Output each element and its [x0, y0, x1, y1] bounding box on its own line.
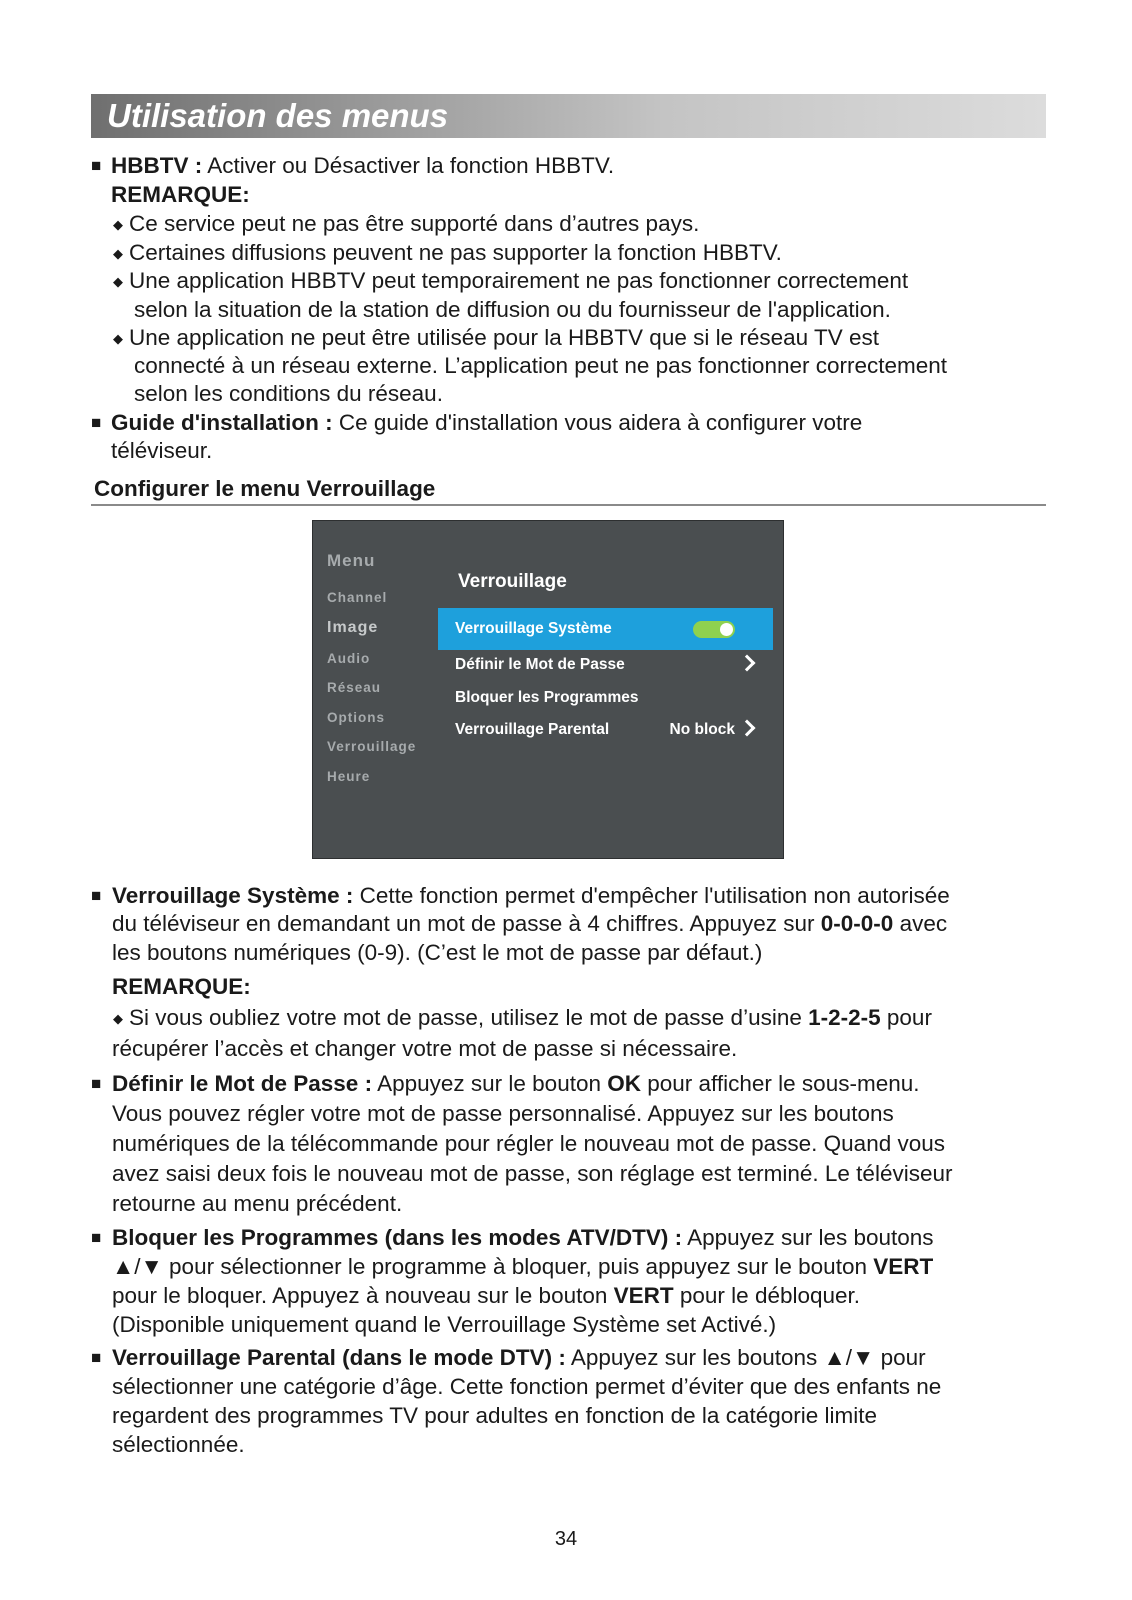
osd-row-set-password: Définir le Mot de Passe	[438, 644, 773, 686]
sys-lock-line-3: les boutons numériques (0-9). (C’est le mot de passe par défaut.)	[112, 940, 763, 965]
osd-row-system-lock: Verrouillage Système	[438, 608, 773, 650]
chevron-right-icon	[739, 655, 756, 672]
set-password-line-3: numériques de la télécommande pour régler le nouveau mot de passe. Quand vous	[112, 1131, 946, 1156]
osd-menu-item: Heure	[327, 769, 371, 784]
hbbtv-note-3-cont: selon la situation de la station de diffusion ou du fournisseur de l'application.	[134, 297, 891, 322]
osd-menu-item: Options	[327, 710, 385, 725]
hbbtv-note-2: ◆ Certaines diffusions peuvent ne pas supporter la fonction HBBTV.	[113, 240, 782, 265]
set-password-line-5: retourne au menu précédent.	[112, 1191, 403, 1216]
sys-lock-note: ◆ Si vous oubliez votre mot de passe, utilisez le mot de passe d’usine 1-2-2-5 pour	[113, 1005, 932, 1030]
sys-lock-note-label: REMARQUE:	[112, 974, 251, 999]
sys-lock-note-cont: récupérer l’accès et changer votre mot de passe si nécessaire.	[112, 1036, 738, 1061]
osd-menu-item: Réseau	[327, 680, 382, 695]
section-divider	[91, 504, 1046, 506]
set-password-line-4: avez saisi deux fois le nouveau mot de passe, son réglage est terminé. Le téléviseur	[112, 1161, 953, 1186]
sys-lock-line-2: du téléviseur en demandant un mot de passe à 4 chiffres. Appuyez sur 0-0-0-0 avec	[112, 911, 948, 936]
hbbtv-note-4-cont: connecté à un réseau externe. L’application peut ne pas fonctionner correctement	[134, 353, 948, 378]
chevron-right-icon	[739, 720, 756, 737]
section-banner	[91, 94, 1046, 138]
bullet-square-icon: ■	[91, 886, 102, 905]
osd-parental-value: No block	[669, 721, 735, 738]
parental-line-4: sélectionnée.	[112, 1432, 245, 1457]
parental-line-2: sélectionner une catégorie d’âge. Cette fonction permet d’éviter que des enfants ne	[112, 1374, 942, 1399]
section-heading: Configurer le menu Verrouillage	[94, 476, 436, 501]
bullet-square-icon: ■	[91, 1074, 102, 1093]
osd-submenu-title: Verrouillage	[458, 571, 567, 592]
sys-lock-paragraph: Verrouillage Système : Cette fonction permet d'empêcher l'utilisation non autorisée	[112, 883, 950, 908]
bullet-square-icon: ■	[91, 156, 102, 175]
page-number: 34	[554, 1528, 578, 1550]
tv-menu-screenshot	[312, 520, 784, 859]
diamond-bullet-icon: ◆	[113, 331, 123, 346]
bullet-square-icon: ■	[91, 413, 102, 432]
diamond-bullet-icon: ◆	[113, 217, 123, 232]
hbbtv-paragraph	[111, 152, 614, 180]
guide-paragraph: Guide d'installation : Ce guide d'installation vous aidera à configurer votre	[111, 410, 863, 435]
osd-row-parental-lock: Verrouillage Parental No block	[438, 709, 773, 751]
block-programs-line-4: (Disponible uniquement quand le Verrouillage Système set Activé.)	[112, 1312, 777, 1337]
osd-menu-item: Channel	[327, 590, 388, 605]
block-programs-paragraph: Bloquer les Programmes (dans les modes ATV/DTV) : Appuyez sur les boutons	[112, 1225, 934, 1250]
hbbtv-note-1: ◆ Ce service peut ne pas être supporté dans d’autres pays.	[113, 211, 700, 236]
parental-line-3: regardent des programmes TV pour adultes en fonction de la catégorie limite	[112, 1403, 878, 1428]
bullet-square-icon: ■	[91, 1228, 102, 1247]
osd-menu-item: Verrouillage	[327, 739, 417, 754]
guide-paragraph-cont: téléviseur.	[111, 438, 213, 463]
set-password-line-2: Vous pouvez régler votre mot de passe personnalisé. Appuyez sur les boutons	[112, 1101, 894, 1126]
hbbtv-term: HBBTV :	[111, 153, 203, 178]
hbbtv-text: Activer ou Désactiver la fonction HBBTV.	[202, 153, 615, 178]
diamond-bullet-icon: ◆	[113, 274, 123, 289]
toggle-on-icon	[693, 621, 735, 638]
block-programs-line-2: ▲/▼ pour sélectionner le programme à bloquer, puis appuyez sur le bouton VERT	[112, 1254, 934, 1279]
set-password-paragraph: Définir le Mot de Passe : Appuyez sur le bouton OK pour afficher le sous-menu.	[112, 1071, 920, 1096]
parental-paragraph: Verrouillage Parental (dans le mode DTV) : Appuyez sur les boutons ▲/▼ pour	[112, 1345, 926, 1370]
diamond-bullet-icon: ◆	[113, 1011, 123, 1026]
hbbtv-note-4-cont2: selon les conditions du réseau.	[134, 381, 443, 406]
hbbtv-note-label: REMARQUE:	[111, 182, 250, 207]
page-title: Utilisation des menus	[107, 97, 449, 134]
bullet-square-icon: ■	[91, 1348, 102, 1367]
block-programs-line-3: pour le bloquer. Appuyez à nouveau sur le bouton VERT pour le débloquer.	[112, 1283, 861, 1308]
hbbtv-note-3: ◆ Une application HBBTV peut temporairement ne pas fonctionner correctement	[113, 268, 909, 293]
hbbtv-note-4: ◆ Une application ne peut être utilisée pour la HBBTV que si le réseau TV est	[113, 325, 880, 350]
osd-menu-item: Audio	[327, 651, 371, 666]
osd-row-block-programs: Bloquer les Programmes	[455, 689, 639, 706]
osd-menu-item: Image	[327, 619, 379, 636]
diamond-bullet-icon: ◆	[113, 246, 123, 261]
osd-menu-title: Menu	[327, 551, 376, 570]
